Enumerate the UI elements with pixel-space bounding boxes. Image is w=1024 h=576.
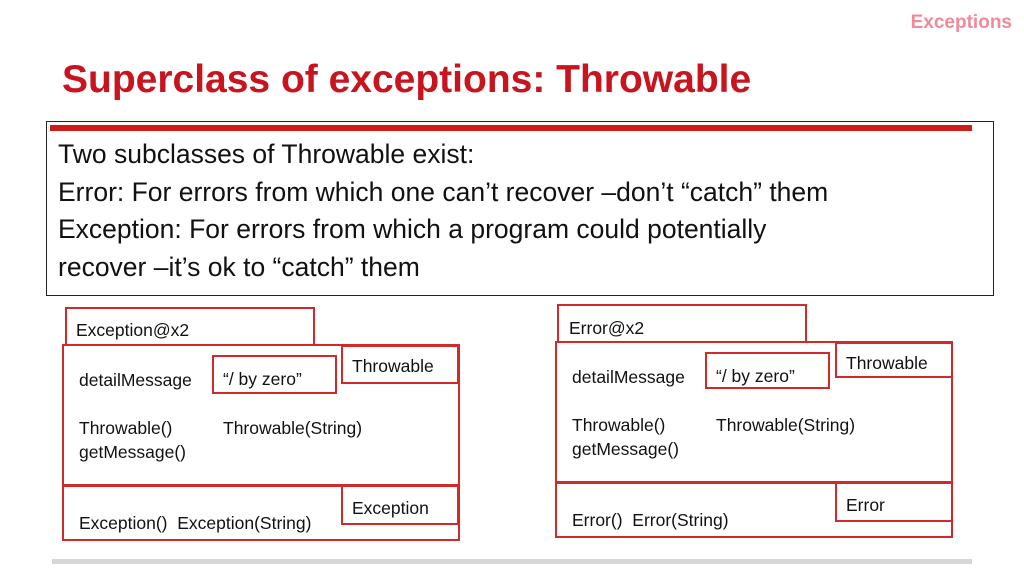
body-text [58, 136, 828, 286]
method-label: getMessage() [79, 442, 186, 462]
field-label: detailMessage [572, 367, 685, 387]
exception-class-tag: Exception [352, 498, 429, 518]
throwable-class-tag: Throwable [846, 353, 928, 373]
constructor-label: Throwable(String) [716, 415, 856, 435]
title-underline-bar [50, 125, 972, 131]
constructor-label: Throwable() [572, 415, 666, 435]
field-label: detailMessage [79, 370, 192, 390]
body-line: Error: For errors from which one can’t recover –don’t “catch” them [58, 176, 829, 207]
body-line: recover –it’s ok to “catch” them [58, 251, 420, 282]
constructor-label: Error() Error(String) [572, 510, 729, 530]
constructor-label: Throwable() [79, 418, 173, 438]
object-name: Exception@x2 [76, 320, 190, 340]
throwable-class-tag: Throwable [352, 356, 434, 376]
field-value: “/ by zero” [716, 366, 795, 386]
body-line: Two subclasses of Throwable exist: [58, 139, 475, 169]
page-title: Superclass of exceptions: Throwable [62, 58, 752, 101]
constructor-label: Exception() Exception(String) [79, 513, 312, 533]
method-label: getMessage() [572, 439, 679, 459]
object-name: Error@x2 [569, 318, 645, 338]
footer-divider [52, 559, 972, 564]
field-value: “/ by zero” [223, 369, 302, 389]
error-class-tag: Error [846, 495, 885, 515]
section-tag: Exceptions [910, 12, 1012, 33]
constructor-label: Throwable(String) [223, 418, 363, 438]
body-line: Exception: For errors from which a program could potentially [58, 214, 767, 244]
